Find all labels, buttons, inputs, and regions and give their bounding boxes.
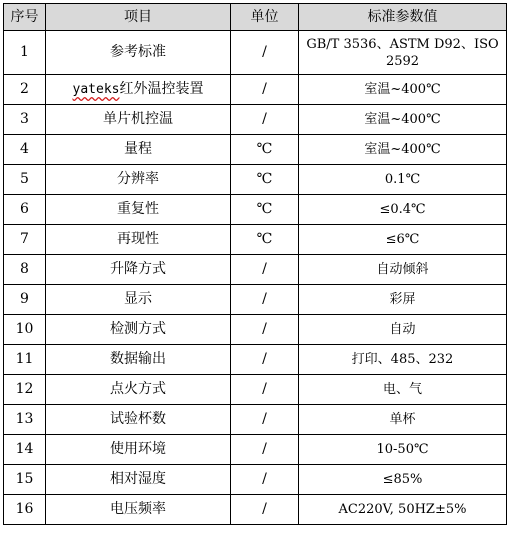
table-row bbox=[4, 285, 507, 315]
cell-unit: / bbox=[231, 75, 299, 105]
cell-no: 13 bbox=[4, 405, 46, 435]
cell-unit: ℃ bbox=[231, 135, 299, 165]
cell-no: 8 bbox=[4, 255, 46, 285]
cell-no: 1 bbox=[4, 31, 46, 75]
spec-table bbox=[3, 3, 507, 525]
cell-unit: / bbox=[231, 465, 299, 495]
table-header bbox=[4, 4, 507, 31]
table-row bbox=[4, 31, 507, 75]
cell-item bbox=[46, 75, 231, 105]
table-row bbox=[4, 135, 507, 165]
header-item: 项目 bbox=[46, 4, 231, 31]
cell-unit: / bbox=[231, 375, 299, 405]
cell-value: ≤0.4℃ bbox=[299, 195, 507, 225]
cell-no: 3 bbox=[4, 105, 46, 135]
cell-item: 量程 bbox=[46, 135, 231, 165]
cell-value: 室温~400℃ bbox=[299, 105, 507, 135]
brand-name: yateks bbox=[72, 82, 120, 97]
cell-item: 显示 bbox=[46, 285, 231, 315]
cell-item: 检测方式 bbox=[46, 315, 231, 345]
cell-item: 分辨率 bbox=[46, 165, 231, 195]
cell-no: 2 bbox=[4, 75, 46, 105]
header-no: 序号 bbox=[4, 4, 46, 31]
cell-unit: / bbox=[231, 31, 299, 75]
cell-no: 16 bbox=[4, 495, 46, 525]
cell-value: 电、气 bbox=[299, 375, 507, 405]
cell-item: 点火方式 bbox=[46, 375, 231, 405]
table-row bbox=[4, 165, 507, 195]
cell-no: 6 bbox=[4, 195, 46, 225]
cell-unit: / bbox=[231, 435, 299, 465]
table-row bbox=[4, 105, 507, 135]
cell-item: 再现性 bbox=[46, 225, 231, 255]
header-row bbox=[4, 4, 507, 31]
cell-unit: ℃ bbox=[231, 225, 299, 255]
cell-item: 试验杯数 bbox=[46, 405, 231, 435]
cell-value: AC220V, 50HZ±5% bbox=[299, 495, 507, 525]
cell-item: 使用环境 bbox=[46, 435, 231, 465]
cell-no: 4 bbox=[4, 135, 46, 165]
cell-unit: / bbox=[231, 405, 299, 435]
cell-unit: / bbox=[231, 315, 299, 345]
table-row bbox=[4, 375, 507, 405]
table-row bbox=[4, 315, 507, 345]
cell-value: 10-50℃ bbox=[299, 435, 507, 465]
table-row bbox=[4, 345, 507, 375]
cell-no: 7 bbox=[4, 225, 46, 255]
cell-item: 电压频率 bbox=[46, 495, 231, 525]
table-row bbox=[4, 195, 507, 225]
table-row bbox=[4, 435, 507, 465]
cell-value: 单杯 bbox=[299, 405, 507, 435]
cell-unit: / bbox=[231, 345, 299, 375]
cell-unit: ℃ bbox=[231, 195, 299, 225]
cell-item: 参考标准 bbox=[46, 31, 231, 75]
cell-value: ≤6℃ bbox=[299, 225, 507, 255]
cell-unit: / bbox=[231, 495, 299, 525]
cell-no: 11 bbox=[4, 345, 46, 375]
cell-value: 自动 bbox=[299, 315, 507, 345]
cell-item: 重复性 bbox=[46, 195, 231, 225]
cell-value: ≤85% bbox=[299, 465, 507, 495]
cell-no: 12 bbox=[4, 375, 46, 405]
table-body bbox=[4, 31, 507, 525]
cell-no: 9 bbox=[4, 285, 46, 315]
table-row bbox=[4, 495, 507, 525]
table-row bbox=[4, 255, 507, 285]
table-row bbox=[4, 405, 507, 435]
header-unit: 单位 bbox=[231, 4, 299, 31]
cell-unit: / bbox=[231, 255, 299, 285]
cell-item: 单片机控温 bbox=[46, 105, 231, 135]
cell-item-text: 红外温控装置 bbox=[119, 81, 204, 97]
cell-value: 打印、485、232 bbox=[299, 345, 507, 375]
cell-unit: / bbox=[231, 285, 299, 315]
cell-no: 15 bbox=[4, 465, 46, 495]
cell-item: 升降方式 bbox=[46, 255, 231, 285]
cell-value: 0.1℃ bbox=[299, 165, 507, 195]
cell-value: 彩屏 bbox=[299, 285, 507, 315]
cell-value: 室温~400℃ bbox=[299, 135, 507, 165]
header-value: 标准参数值 bbox=[299, 4, 507, 31]
cell-value: GB/T 3536、ASTM D92、ISO 2592 bbox=[299, 31, 507, 75]
table-row bbox=[4, 465, 507, 495]
cell-item: 数据输出 bbox=[46, 345, 231, 375]
cell-no: 14 bbox=[4, 435, 46, 465]
cell-value: 室温~400℃ bbox=[299, 75, 507, 105]
cell-no: 5 bbox=[4, 165, 46, 195]
cell-item: 相对湿度 bbox=[46, 465, 231, 495]
cell-unit: / bbox=[231, 105, 299, 135]
table-row bbox=[4, 75, 507, 105]
cell-value: 自动倾斜 bbox=[299, 255, 507, 285]
table-row bbox=[4, 225, 507, 255]
cell-no: 10 bbox=[4, 315, 46, 345]
cell-unit: ℃ bbox=[231, 165, 299, 195]
